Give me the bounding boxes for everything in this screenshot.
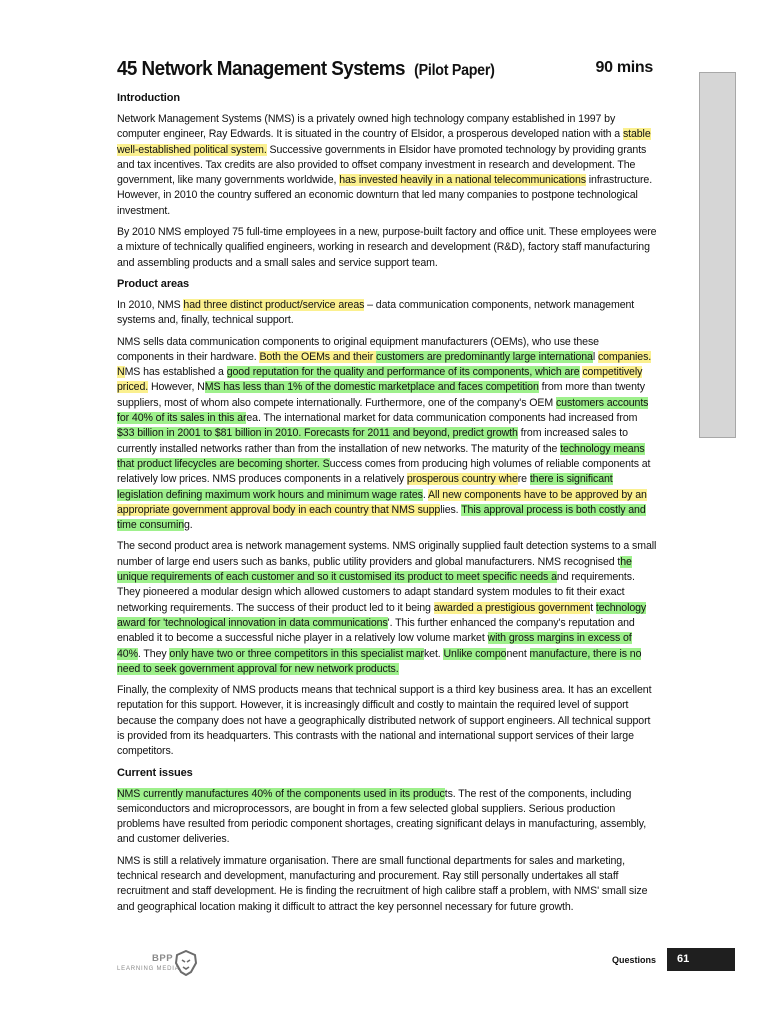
paragraph-2: By 2010 NMS employed 75 full-time employees in a new, purpose-built factory and office unit. These employees were a mixture of technically qualified engineers, working in research and development (R&D), factory staff manufacturing and assembling products and a small sales and service support team. (117, 226, 657, 269)
text: ts. The rest of the components, including semiconductors and microprocessors, are bought in from a few selected global suppliers. Serious production problems have resulted from periodic component shortages, creating significant delays in manufacturing, assembly, and customer deliveries. (117, 787, 647, 846)
highlight-green: technology award for 'technological innovation in data communications (117, 601, 647, 629)
highlight-green: he unique requirements of each customer and so it customised its product to meet specific needs a (117, 555, 632, 584)
paragraph-8: NMS is still a relatively immature organisation. There are small functional departments for sales and marketing, technical research and development, manufacturing and procurement. Ray still personally undertakes all staff recruitment and staff development. He is finding the recruitment of high calibre staff a problem, with NMS' small size and geographical location making it difficult to attract the key personnel necessary for future growth. (117, 854, 648, 913)
highlight-yellow: stable well-established political system. (117, 128, 651, 156)
text: ea. The international market for data communication components had increased from (246, 412, 638, 425)
text: from increased sales to currently installed networks rather than from the installation of new networks. The maturity of the (117, 427, 628, 455)
text: g. (184, 519, 193, 532)
paragraph-5 (117, 539, 657, 677)
logo-subtitle: LEARNING MEDIA (117, 966, 180, 972)
bpp-logo (117, 950, 207, 980)
highlight-green: NMS currently manufactures 40% of the components used in its produc (117, 787, 445, 800)
paragraph-1 (117, 112, 657, 219)
highlight-yellow: All new components have to be approved by an appropriate government approval body in each country that NMS supp (117, 488, 647, 516)
highlight-yellow: competitively priced. (117, 366, 643, 394)
text: t (590, 601, 596, 614)
text: infrastructure. However, in 2010 the country suffered an economic downturn that led many companies to postpone technological investment. (117, 174, 653, 217)
highlight-green: technology means that product lifecycles are becoming shorter. S (117, 442, 645, 470)
text: The second product area is network management systems. NMS originally supplied fault detection systems to a small number of large end users such as banks, public utility providers and global manufacturers. NMS recognised t (117, 540, 657, 568)
text: MS has established a (124, 366, 227, 379)
text: from more than twenty suppliers, most of whom also compete internationally. Furthermore, one of the company's OEM (117, 381, 645, 409)
text: uccess comes from producing high volumes of reliable components at relatively low prices. NMS produces components in a relatively (117, 457, 651, 486)
footer-section-label: Questions (612, 955, 657, 965)
heading-product-areas: Product areas (117, 277, 190, 290)
paragraph-3 (117, 298, 657, 329)
text: . (422, 488, 428, 501)
title-row (117, 57, 653, 81)
text: – data communication components, network management systems and, finally, technical support. (117, 298, 635, 327)
paragraph-6: Finally, the complexity of NMS products means that technical support is a third key business area. It has an excellent reputation for this support. However, it is increasingly difficult and costly to maintain the required level of support because the company does not have a geographically distributed network of support engineers. All technical support is provided from its headquarters. This contrasts with the national and international support services of their large competitors. (117, 684, 652, 758)
text: Network Management Systems (NMS) is a privately owned high technology company established in 1997 by computer engineer, Ray Edwards. It is situated in the country of Elsidor, a prosperous developed nation with a (117, 113, 623, 141)
highlight-yellow: awarded a prestigious governmen (433, 601, 591, 614)
highlight-green: good reputation for the quality and performance of its components, which are (226, 366, 580, 379)
highlight-green: manufacture, there is no need to seek government approval for new network products. (117, 647, 642, 675)
text: ket. (423, 647, 444, 660)
highlight-green: customers accounts for 40% of its sales in this ar (117, 396, 649, 425)
heading-current-issues: Current issues (117, 766, 193, 779)
highlight-green: only have two or three competitors in this specialist mar (169, 647, 424, 660)
text: nd requirements. They pioneered a modular design which allowed customers to adapt standard system modules to fit their exact networking requirements. The success of their product led to it being (117, 571, 635, 614)
logo-name: BPP (152, 953, 174, 964)
page-number: 61 (667, 948, 735, 971)
text: re (517, 473, 530, 486)
highlight-yellow: prosperous country whe (406, 473, 518, 486)
paragraph-4 (117, 335, 657, 534)
highlight-green: This approval process is both costly and time consumin (117, 503, 646, 532)
highlight-yellow: had three distinct product/service areas (183, 298, 365, 311)
paper-label: (Pilot Paper) (414, 62, 495, 79)
text: nent (506, 647, 530, 660)
highlight-yellow: companies. N (117, 350, 652, 379)
highlight-yellow: has invested heavily in a national telecommunications (339, 174, 586, 187)
text: Successive governments in Elsidor have promoted technology by providing grants and tax incentives. Tax credits are also provided to offset company investment in research and development. The government, like many governments worldwide, (117, 143, 647, 187)
question-body (117, 88, 657, 921)
text: NMS sells data communication components to original equipment manufacturers (OEMs), who use these components in their hardware. (117, 335, 599, 363)
highlight-green: MS has less than 1% of the domestic marketplace and faces competition (204, 381, 539, 394)
highlight-green: Unlike compo (443, 647, 507, 660)
heading-introduction: Introduction (117, 92, 180, 104)
highlight-yellow: Both the OEMs and their (259, 350, 377, 363)
highlight-green: customers are predominantly large internationa (376, 350, 593, 363)
paragraph-7 (117, 787, 657, 848)
text: However, N (148, 381, 205, 394)
time-allowance: 90 mins (595, 59, 653, 76)
text: lies. (440, 503, 462, 516)
page-title (117, 57, 495, 81)
text: '. This further enhanced the company's reputation and enabled it to become a successful niche player in a relatively low volume market (117, 616, 635, 645)
text: . They (137, 647, 170, 660)
highlight-green: $33 billion in 2001 to $81 billion in 2010. Forecasts for 2011 and beyond, predict growth (117, 427, 518, 440)
side-tab (699, 72, 736, 438)
text: In 2010, NMS (117, 298, 184, 311)
text: l (592, 350, 598, 363)
lion-icon (174, 950, 198, 976)
highlight-green: with gross margins in excess of 40% (117, 632, 632, 660)
question-title: 45 Network Management Systems (117, 57, 405, 80)
highlight-green: there is significant legislation defining maximum work hours and minimum wage rates (117, 473, 613, 501)
